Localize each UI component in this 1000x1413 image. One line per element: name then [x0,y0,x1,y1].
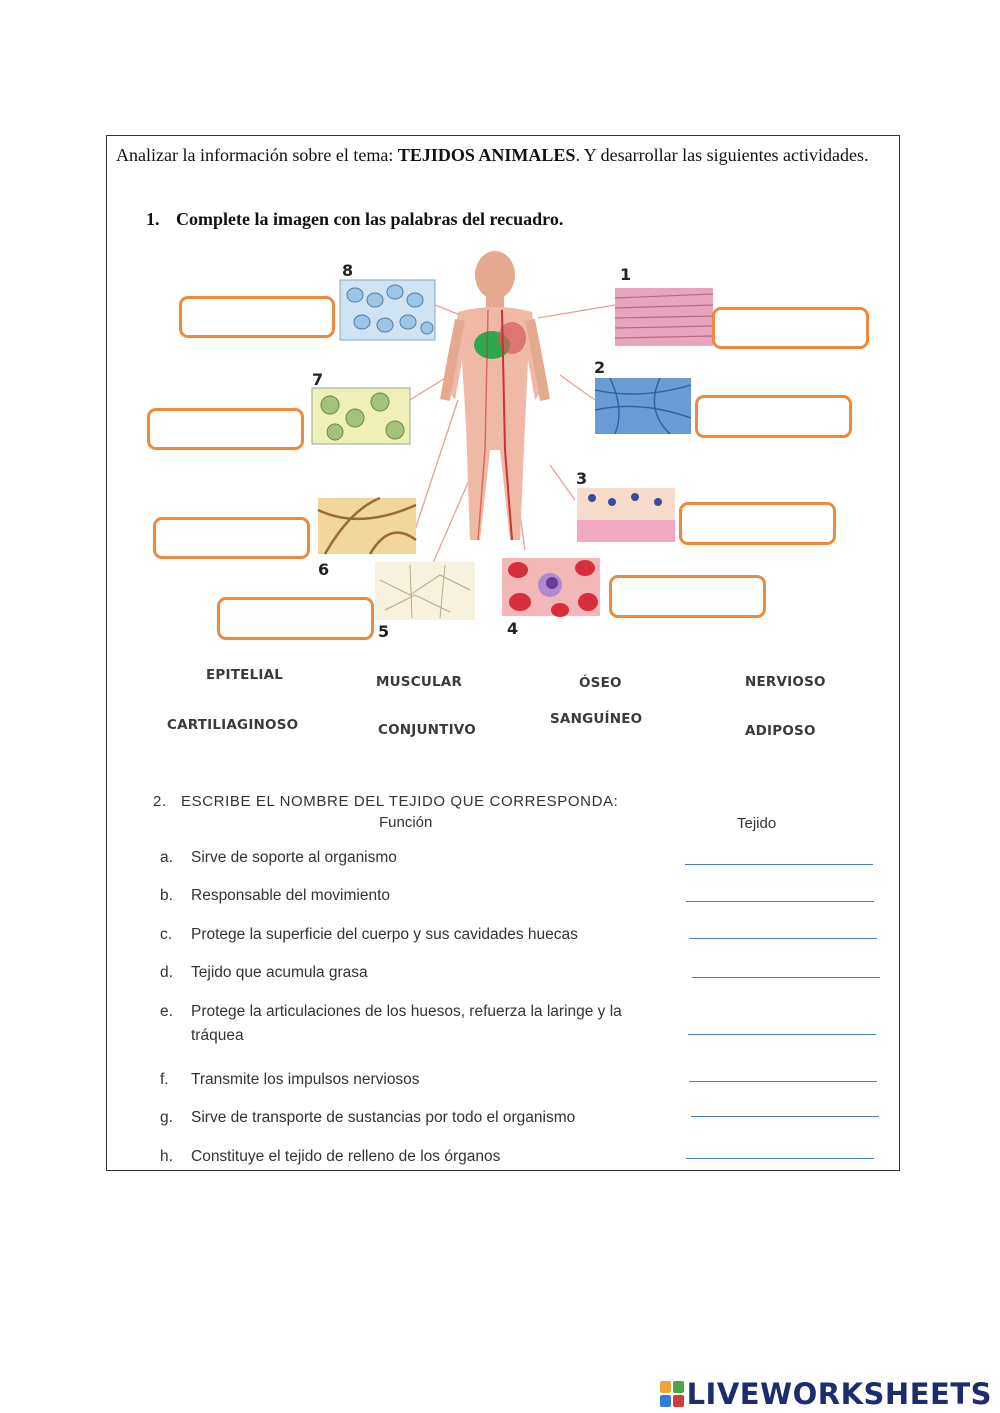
tissue-number-4: 4 [507,619,519,638]
tissue-image-8 [340,280,435,340]
list-item: d. Tejido que acumula grasa [160,964,368,981]
answer-box-3[interactable] [679,502,836,545]
tissue-image-6 [318,498,416,554]
tissue-number-1: 1 [620,265,632,284]
question-1: 1. Complete la imagen con las palabras del recuadro. [146,209,564,229]
list-item: b. Responsable del movimiento [160,887,391,904]
word-bank-item: ÓSEO [579,675,622,691]
answer-box-6[interactable] [153,517,310,559]
tissue-image-7 [312,388,410,444]
list-item: g. Sirve de transporte de sustancias por todo el organismo [160,1109,576,1126]
tissue-image-1 [615,288,713,346]
column-header-function: Función [379,814,433,831]
list-item: h. Constituye el tejido de relleno de los órganos [160,1148,501,1165]
tissue-image-4 [502,558,600,617]
tissue-number-6: 6 [318,560,330,579]
answer-line-e[interactable] [688,1034,876,1035]
answer-box-4[interactable] [609,575,766,618]
list-item: f. Transmite los impulsos nerviosos [160,1071,420,1088]
answer-line-d[interactable] [692,977,880,978]
answer-box-5[interactable] [217,597,374,640]
word-bank-item: EPITELIAL [206,667,284,683]
question-2: 2. ESCRIBE EL NOMBRE DEL TEJIDO QUE CORRESPONDA: [153,793,619,810]
answer-box-1[interactable] [712,307,869,349]
answer-line-g[interactable] [691,1116,879,1117]
human-body-figure [445,251,545,540]
tissue-image-5 [375,562,475,620]
answer-line-c[interactable] [689,938,877,939]
word-bank-item: SANGUÍNEO [550,711,643,727]
tissue-number-3: 3 [576,469,588,488]
liveworksheets-icon [660,1381,684,1407]
liveworksheets-logo: LIVEWORKSHEETS [660,1376,992,1412]
answer-box-2[interactable] [695,395,852,438]
topic-title: TEJIDOS ANIMALES [397,145,576,165]
tissue-number-7: 7 [312,370,324,389]
tissue-image-2 [595,378,691,434]
column-header-tissue: Tejido [737,815,777,832]
list-item: a. Sirve de soporte al organismo [160,849,397,866]
list-item: e. Protege la articulaciones de los huesos, refuerza la laringe y la tráquea [160,1003,622,1044]
answer-line-b[interactable] [686,901,874,902]
word-bank-item: MUSCULAR [376,674,463,690]
tissue-number-2: 2 [594,358,606,377]
answer-box-7[interactable] [147,408,304,450]
word-bank-item: CONJUNTIVO [378,722,476,738]
answer-line-h[interactable] [686,1158,874,1159]
answer-line-a[interactable] [685,864,873,865]
word-bank-item: NERVIOSO [745,674,826,690]
word-bank-item: CARTILIAGINOSO [167,717,299,733]
intro-text: Analizar la información sobre el tema: TEJIDOS ANIMALES. Y desarrollar las siguientes actividades. [116,145,869,165]
tissue-number-5: 5 [378,622,390,641]
word-bank-item: ADIPOSO [745,723,816,739]
answer-box-8[interactable] [179,296,335,338]
tissue-image-3 [577,488,675,542]
tissue-number-8: 8 [342,261,354,280]
answer-line-f[interactable] [689,1081,877,1082]
list-item: c. Protege la superficie del cuerpo y sus cavidades huecas [160,926,578,943]
